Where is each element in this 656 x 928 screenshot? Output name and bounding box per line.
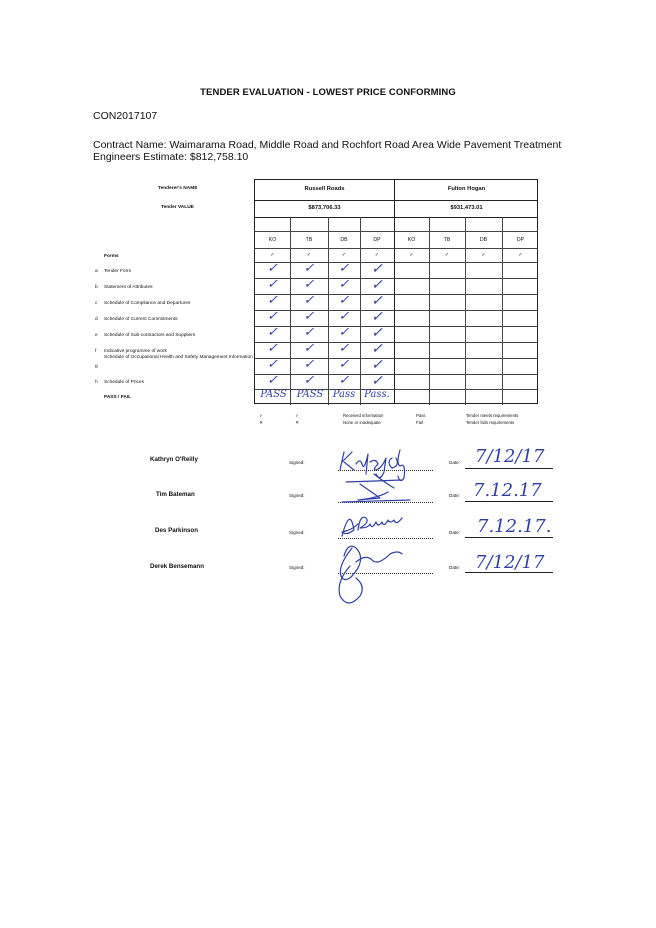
handwritten-check-icon: ✓: [267, 309, 278, 324]
handwritten-check-icon: ✓: [338, 373, 350, 388]
legend-symbols: [292, 412, 302, 426]
check-icon: ✓: [409, 252, 414, 258]
handwritten-check-icon: ✓: [267, 357, 278, 372]
row-letter: d: [95, 317, 98, 322]
signature-des: [342, 517, 402, 536]
row-label: Schedule of Compliance and Departures: [104, 301, 191, 306]
legend-info: [343, 412, 383, 426]
check-icon: ✓: [341, 252, 347, 258]
date-label: Date:: [449, 493, 460, 498]
handwritten-check-icon: ✓: [303, 261, 315, 276]
legend-passfail: [416, 412, 426, 426]
handwritten-date: 7/12/17: [475, 446, 545, 467]
handwritten-date: 7.12.17.: [477, 516, 552, 537]
table-divider: [394, 180, 395, 403]
contract-reference: CON2017107: [93, 110, 158, 122]
date-label: Date:: [449, 530, 460, 535]
legend-received: Received information: [343, 413, 384, 418]
evaluator-header: DP: [516, 237, 525, 243]
handwritten-check-icon: ✓: [338, 277, 350, 292]
tender-value: $931,473.01: [450, 205, 483, 211]
row-letter: h: [95, 380, 98, 385]
handwritten-check-icon: ✓: [338, 341, 350, 356]
tender-value-label: Tender VALUE: [161, 205, 194, 210]
date-line: [465, 501, 553, 502]
tenderer-name: Russell Roads: [304, 186, 345, 192]
signed-label: Signed:: [289, 530, 305, 535]
handwritten-check-icon: ✓: [267, 293, 278, 308]
evaluation-table: [254, 179, 538, 404]
tenderer-name: Fulton Hogan: [447, 186, 486, 192]
legend-tick-icon: ✓: [259, 413, 263, 418]
handwritten-check-icon: ✓: [267, 341, 278, 356]
evaluator-header: KO: [407, 237, 416, 243]
check-icon: ✓: [270, 252, 275, 258]
evaluator-header: DB: [479, 237, 488, 243]
handwritten-check-icon: ✓: [303, 341, 315, 356]
legend-fails: Tender fails requirements: [466, 420, 515, 425]
legend-none: None or inadequate: [343, 420, 381, 425]
row-letter: e: [95, 333, 98, 338]
handwritten-check-icon: ✓: [303, 373, 315, 388]
forms-label: Forms: [104, 254, 119, 259]
signature-derek: [339, 546, 402, 603]
contract-details: [93, 139, 561, 163]
table-divider: [465, 217, 466, 405]
evaluator-header: TB: [443, 237, 451, 243]
row-letter: a: [95, 269, 98, 274]
row-label: Statement of Attributes: [104, 285, 153, 290]
check-icon: ✓: [444, 252, 450, 258]
tender-value: $873,706.33: [308, 205, 341, 211]
contract-name: Contract Name: Waimarama Road, Middle Road and Rochfort Road Area Wide Pavement Treatment: [93, 139, 562, 151]
page-title: TENDER EVALUATION - LOWEST PRICE CONFORMING: [200, 87, 456, 98]
handwritten-check-icon: ✓: [338, 293, 350, 308]
row-label: Tender Form: [104, 269, 132, 274]
row-label: Indicative programme of work: [104, 349, 167, 354]
handwritten-check-icon: ✓: [303, 357, 315, 372]
row-label: Schedule of Prices: [104, 380, 144, 385]
signatures-drawing: [330, 440, 440, 610]
handwritten-check-icon: ✓: [267, 373, 278, 388]
table-rule: [255, 200, 537, 201]
handwritten-check-icon: ✓: [371, 293, 383, 309]
legend-cross-icon: ✕: [259, 420, 263, 425]
table-rule: [255, 231, 537, 232]
legend-meets: Tender meets requirements: [466, 413, 519, 418]
evaluator-header: TB: [305, 237, 313, 243]
signed-label: Signed:: [289, 493, 305, 498]
handwritten-check-icon: ✓: [303, 293, 315, 308]
handwritten-pass: PASS: [260, 389, 287, 400]
date-label: Date:: [449, 565, 460, 570]
handwritten-check-icon: ✓: [371, 325, 383, 341]
pass-fail-label: PASS / FAIL: [104, 395, 132, 400]
handwritten-check-icon: ✓: [371, 309, 383, 325]
tenderer-name-label: Tenderer's NAME: [158, 186, 198, 191]
handwritten-check-icon: ✓: [371, 341, 383, 357]
date-label: Date:: [449, 460, 460, 465]
signature-tim: [342, 474, 410, 502]
handwritten-check-icon: ✓: [303, 325, 315, 340]
handwritten-check-icon: ✓: [338, 309, 350, 324]
row-letter: b: [95, 285, 98, 290]
handwritten-check-icon: ✓: [338, 261, 350, 276]
row-label: Schedule of Sub-contractors and Suppliers: [104, 333, 196, 338]
check-icon: ✓: [518, 252, 523, 258]
signed-label: Signed:: [289, 460, 305, 465]
row-letter: c: [95, 301, 98, 306]
check-icon: ✓: [481, 252, 486, 258]
evaluator-header: KO: [268, 237, 277, 243]
legend-pass: Pass: [416, 413, 426, 418]
handwritten-check-icon: ✓: [371, 373, 383, 389]
handwritten-check-icon: ✓: [338, 325, 350, 340]
signature-kathryn: [340, 452, 386, 478]
table-divider: [429, 217, 430, 405]
evaluator-header: DB: [340, 237, 348, 243]
table-divider: [502, 217, 503, 405]
row-label: Schedule of Occupational Health and Safety Management Information: [104, 355, 253, 360]
check-icon: ✓: [306, 252, 312, 258]
signed-label: Signed:: [289, 565, 305, 570]
legend-tick-icon: ✓: [295, 413, 299, 418]
signatory-name: Derek Bensemann: [150, 563, 204, 570]
handwritten-check-icon: ✓: [303, 309, 315, 324]
table-rule: [255, 248, 537, 249]
handwritten-check-icon: ✓: [267, 261, 278, 276]
handwritten-pass: Pass.: [364, 389, 390, 400]
handwritten-pass: PASS: [296, 389, 324, 400]
handwritten-check-icon: ✓: [267, 325, 278, 340]
engineers-estimate: Engineers Estimate: $812,758.10: [93, 151, 249, 163]
handwritten-check-icon: ✓: [371, 277, 383, 293]
evaluator-header: DP: [373, 237, 381, 243]
row-label: Schedule of Current Commitments: [104, 317, 178, 322]
row-letter: f: [95, 349, 97, 354]
signature-kathryn-tail: [389, 450, 405, 481]
row-letter: g: [95, 364, 98, 369]
handwritten-date: 7/12/17: [475, 552, 545, 573]
handwritten-date: 7.12.17: [473, 480, 542, 501]
handwritten-check-icon: ✓: [338, 357, 350, 372]
signatory-name: Kathryn O'Reilly: [150, 456, 198, 463]
signatory-name: Des Parkinson: [155, 527, 198, 534]
legend-cross-icon: ✕: [295, 420, 299, 425]
handwritten-check-icon: ✓: [303, 277, 315, 292]
date-line: [465, 468, 553, 469]
handwritten-check-icon: ✓: [267, 277, 278, 292]
handwritten-check-icon: ✓: [371, 357, 383, 373]
signatory-name: Tim Bateman: [156, 491, 195, 498]
table-rule: [255, 217, 537, 218]
date-line: [465, 537, 553, 538]
legend-meaning: [466, 412, 518, 426]
handwritten-check-icon: ✓: [371, 261, 383, 277]
legend-symbols: [256, 412, 266, 426]
check-icon: ✓: [374, 252, 380, 258]
legend-fail: Fail: [416, 420, 423, 425]
handwritten-pass: Pass: [332, 389, 356, 400]
